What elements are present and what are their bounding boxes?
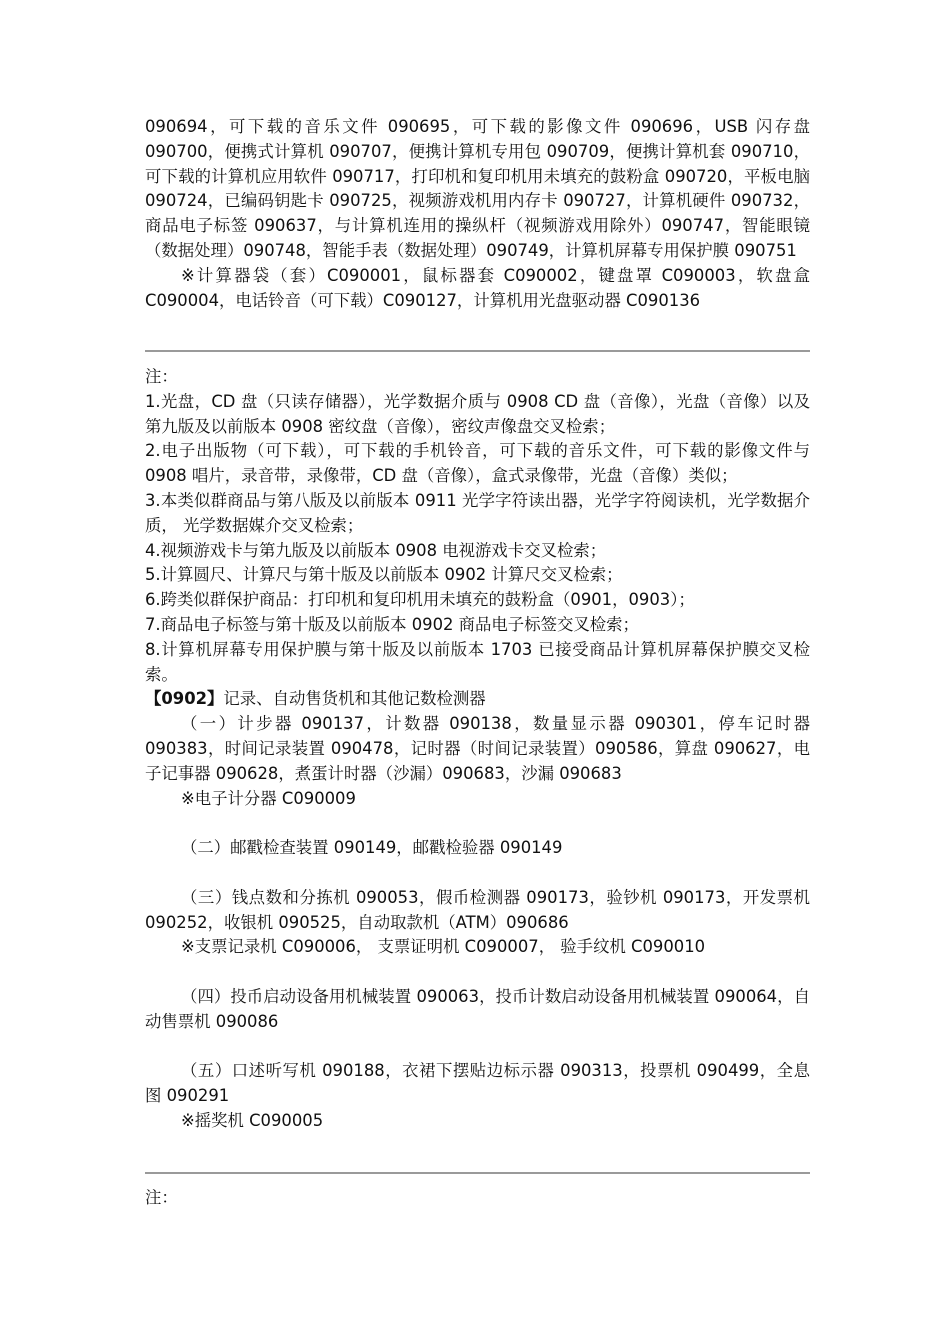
spacer	[145, 861, 810, 886]
group-code: 【0902】	[145, 689, 224, 709]
subgroup-4: （四）投币启动设备用机械装置 090063，投币计数启动设备用机械装置 090064，自动售票机 090086	[145, 986, 810, 1031]
subgroup-3: （三）钱点数和分拣机 090053，假币检测器 090173，验钞机 090173，开发票机 090252，收银机 090525，自动取款机（ATM）090686	[145, 887, 810, 932]
note-item: 8.计算机屏幕专用保护膜与第十版及以前版本 1703 已接受商品计算机屏幕保护膜交叉检索。	[145, 639, 810, 684]
section-divider	[145, 350, 810, 352]
subgroup-1-extra: ※电子计分器 C090009	[181, 788, 356, 808]
notes-section-1	[145, 365, 810, 1134]
subgroup-5: （五）口述听写机 090188，衣裙下摆贴边标示器 090313，投票机 090499，全息图 090291	[145, 1061, 810, 1106]
subgroup-5-extra: ※摇奖机 C090005	[181, 1110, 324, 1130]
note-item: 5.计算圆尺、计算尺与第十版及以前版本 0902 计算尺交叉检索；	[145, 565, 623, 585]
spacer	[145, 960, 810, 985]
group-title: 记录、自动售货机和其他记数检测器	[223, 689, 486, 709]
note-item: 2.电子出版物（可下载），可下载的手机铃音，可下载的音乐文件，可下载的影像文件与 0908 唱片，录音带，录像带，CD 盘（音像），盒式录像带，光盘（音像）类似；	[145, 441, 810, 486]
subgroup-2: （二）邮戳检查装置 090149，邮戳检验器 090149	[181, 838, 563, 858]
note-item: 1.光盘，CD 盘（只读存储器），光学数据介质与 0908 CD 盘（音像），光盘（音像）以及第九版及以前版本 0908 密纹盘（音像），密纹声像盘交叉检索；	[145, 391, 810, 436]
note-item: 6.跨类似群保护商品：打印机和复印机用未填充的鼓粉盒（0901，0903）；	[145, 590, 695, 610]
spacer	[145, 811, 810, 836]
subgroup-3-extra: ※支票记录机 C090006， 支票证明机 C090007， 验手纹机 C090010	[181, 937, 706, 957]
non-standard-goods-paragraph: ※计算器袋（套）C090001，鼠标器套 C090002，键盘罩 C090003，软盘盒 C090004，电话铃音（可下载）C090127，计算机用光盘驱动器 C090136	[145, 265, 810, 310]
notes-label: 注：	[145, 367, 178, 386]
note-item: 7.商品电子标签与第十版及以前版本 0902 商品电子标签交叉检索；	[145, 614, 639, 634]
goods-list-paragraph: 090694，可下载的音乐文件 090695，可下载的影像文件 090696，USB 闪存盘 090700，便携式计算机 090707，便携计算机专用包 090709，便携计算机套 090710，可下载的计算机应用软件 090717，打印机和复印机用未填充的鼓粉盒 090720，平板电脑 090724，已编码钥匙卡 090725，视频游戏机用内存卡 090727，计算机硬件 090732，商品电子标签 090637，与计算机连用的操纵杆（视频游戏用除外）090747，智能眼镜（数据处理）090748，智能手表（数据处理）090749，计算机屏幕专用保护膜 090751	[145, 117, 810, 260]
note-item: 3.本类似群商品与第八版及以前版本 0911 光学字符读出器，光学字符阅读机，光学数据介质， 光学数据媒介交叉检索；	[145, 490, 810, 535]
note-item: 4.视频游戏卡与第九版及以前版本 0908 电视游戏卡交叉检索；	[145, 540, 607, 560]
group-heading	[145, 687, 810, 712]
top-section	[145, 115, 810, 313]
subgroup-1: （一）计步器 090137，计数器 090138，数量显示器 090301，停车记时器 090383，时间记录装置 090478，记时器（时间记录装置）090586，算盘 090627，电子记事器 090628，煮蛋计时器（沙漏）090683，沙漏 090683	[145, 714, 810, 783]
spacer	[145, 1035, 810, 1060]
notes-label: 注：	[145, 1188, 178, 1207]
section-divider	[145, 1172, 810, 1174]
notes-section-2	[145, 1186, 810, 1211]
